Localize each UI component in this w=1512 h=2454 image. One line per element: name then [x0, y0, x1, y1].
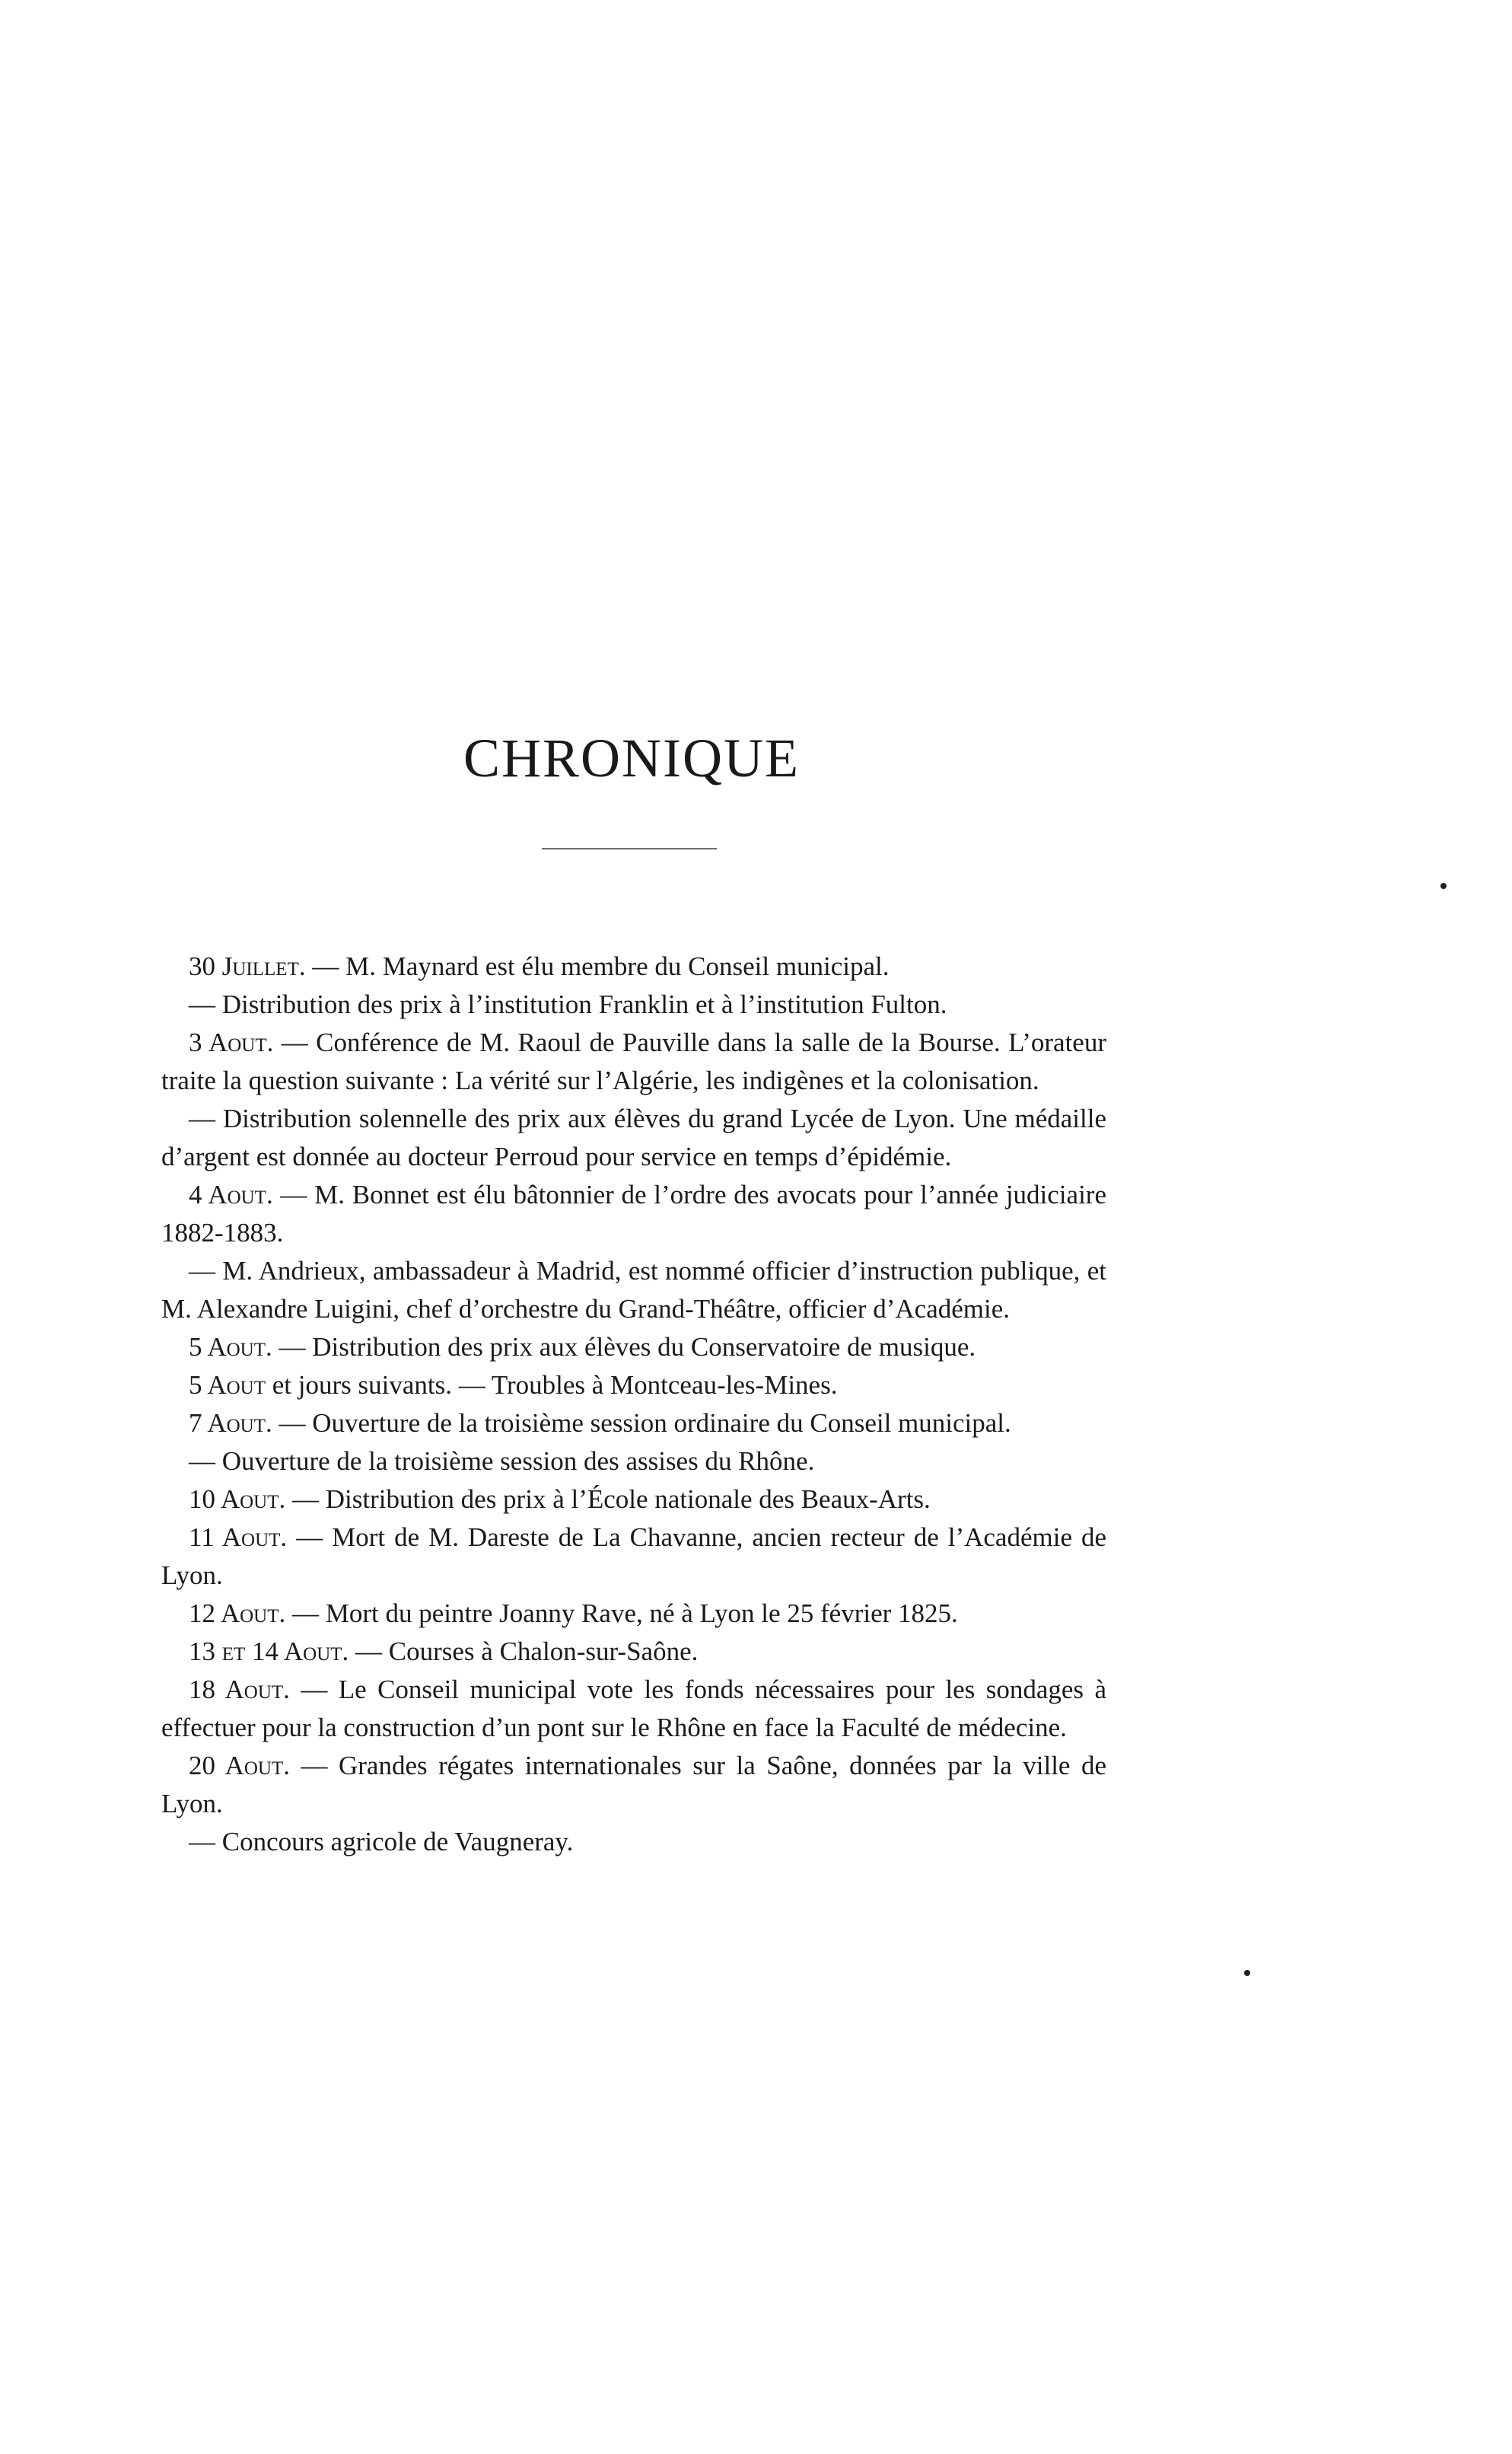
entry-date: 4 Aout.: [189, 1180, 273, 1209]
chronicle-entry: [161, 1747, 1106, 1823]
entry-text: et jours suivants. — Troubles à Montceau-les-Mines.: [265, 1370, 838, 1400]
chronicle-entry: [161, 1176, 1106, 1252]
entry-date: 10 Aout.: [189, 1484, 286, 1514]
entry-text: — Mort de M. Dareste de La Chavanne, ancien recteur de l’Académie de Lyon.: [161, 1522, 1106, 1590]
entry-date: 3 Aout.: [189, 1028, 274, 1057]
chronicle-entry: [161, 1404, 1106, 1442]
entry-date: 11 Aout.: [189, 1522, 288, 1552]
entry-date: 12 Aout.: [189, 1598, 286, 1628]
ink-speck: [1244, 1970, 1250, 1976]
chronicle-entry: [161, 1823, 1106, 1861]
chronicle-entry: [161, 1100, 1106, 1176]
chronicle-entry: [161, 1480, 1106, 1519]
entry-text: — Distribution des prix aux élèves du Conservatoire de musique.: [272, 1332, 976, 1362]
entry-date: 5 Aout.: [189, 1332, 272, 1362]
chronicle-entry: [161, 1633, 1106, 1671]
chronicle-entry: [161, 1252, 1106, 1328]
chronicle-entry: [161, 1595, 1106, 1633]
entry-date: 7 Aout.: [189, 1408, 272, 1438]
chronicle-entry: [161, 1366, 1106, 1404]
entry-text: — Le Conseil municipal vote les fonds nécessaires pour les sondages à effectuer pour la construction d’un pont sur le Rhône en face la Faculté de médecine.: [161, 1675, 1106, 1742]
entry-text: — Distribution solennelle des prix aux élèves du grand Lycée de Lyon. Une médaille d’argent est donnée au docteur Perroud pour service en temps d’épidémie.: [161, 1104, 1106, 1171]
chronicle-entry: [161, 948, 1106, 986]
chronicle-text: [161, 948, 1106, 1861]
chronicle-entry: [161, 1671, 1106, 1747]
entry-text: — Distribution des prix à l’École nationale des Beaux-Arts.: [285, 1484, 931, 1514]
entry-text: — Grandes régates internationales sur la Saône, données par la ville de Lyon.: [161, 1751, 1106, 1818]
entry-text: — Ouverture de la troisième session des assises du Rhône.: [189, 1446, 815, 1476]
chronicle-entry: [161, 1328, 1106, 1366]
entry-text: — Mort du peintre Joanny Rave, né à Lyon le 25 février 1825.: [285, 1598, 958, 1628]
ink-speck: [1440, 883, 1447, 889]
entry-text: — M. Bonnet est élu bâtonnier de l’ordre des avocats pour l’année judiciaire 1882-1883.: [161, 1180, 1106, 1248]
entry-text: — M. Andrieux, ambassadeur à Madrid, est nommé officier d’instruction publique, et M. Alexandre Luigini, chef d’orchestre du Grand-Théâtre, officier d’Académie.: [161, 1256, 1106, 1324]
entry-text: — Distribution des prix à l’institution Franklin et à l’institution Fulton.: [189, 990, 947, 1019]
chronicle-entry: [161, 986, 1106, 1024]
chronicle-entry: [161, 1024, 1106, 1100]
entry-text: — Courses à Chalon-sur-Saône.: [349, 1637, 699, 1666]
entry-text: — M. Maynard est élu membre du Conseil municipal.: [305, 951, 890, 981]
chronicle-entry: [161, 1519, 1106, 1595]
entry-date: 5 Aout: [189, 1370, 266, 1400]
page-title: CHRONIQUE: [463, 728, 800, 789]
entry-text: — Ouverture de la troisième session ordinaire du Conseil municipal.: [272, 1408, 1011, 1438]
entry-date: 18 Aout.: [189, 1675, 290, 1704]
chronicle-entry: [161, 1442, 1106, 1480]
title-divider: [542, 848, 717, 849]
entry-date: 30 Juillet.: [189, 951, 306, 981]
entry-text: — Concours agricole de Vaugneray.: [189, 1827, 574, 1856]
entry-date: 20 Aout.: [189, 1751, 290, 1780]
entry-date: 13 et 14 Aout.: [189, 1637, 349, 1666]
entry-text: — Conférence de M. Raoul de Pauville dans la salle de la Bourse. L’orateur traite la question suivante : La vérité sur l’Algérie, les indigènes et la colonisation.: [161, 1028, 1106, 1095]
